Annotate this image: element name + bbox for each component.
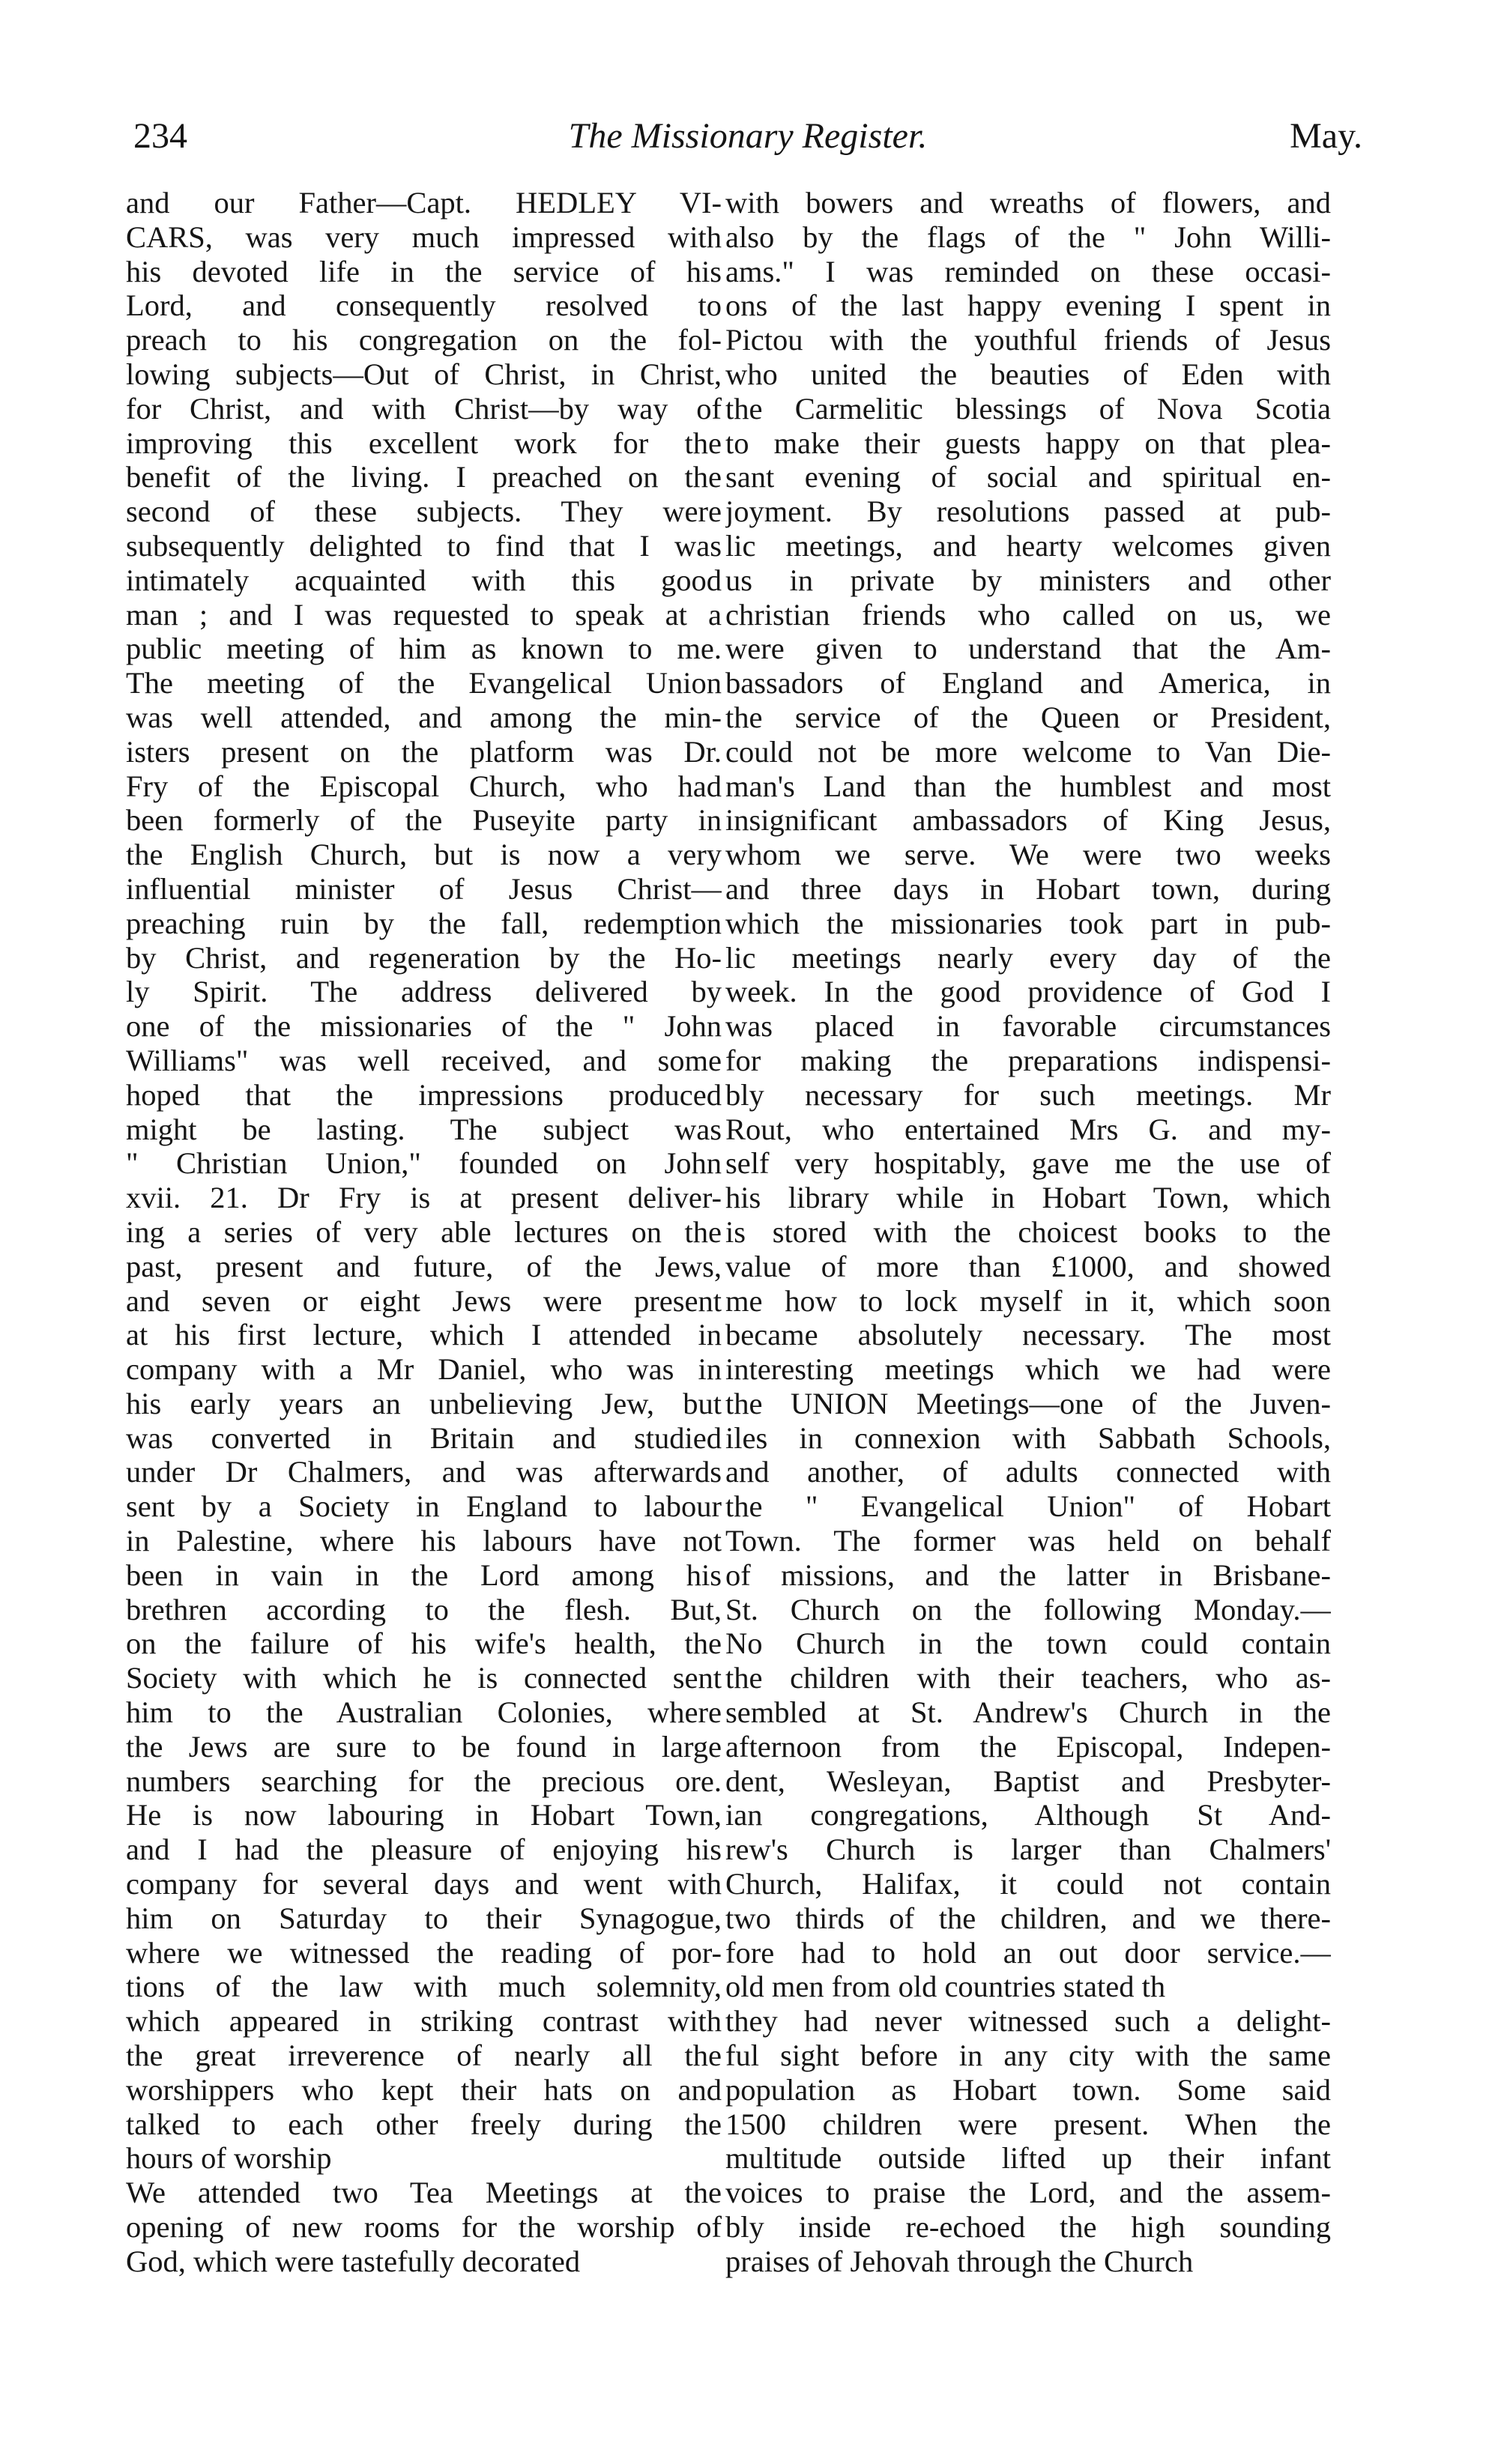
text-line: God, which were tastefully decorated	[126, 2244, 581, 2278]
text-line: isters present on the platform was Dr.	[126, 734, 722, 769]
text-line: ly Spirit. The address delivered by	[126, 975, 722, 1009]
right-column	[725, 186, 1331, 2279]
text-line: the great irreverence of nearly all the	[126, 2038, 722, 2073]
text-line: became absolutely necessary. The most	[725, 1318, 1331, 1352]
text-line: to make their guests happy on that plea-	[725, 426, 1331, 460]
text-line: been formerly of the Puseyite party in	[126, 803, 722, 838]
text-line: us in private by ministers and other	[725, 563, 1331, 597]
text-line: with bowers and wreaths of flowers, and	[725, 186, 1331, 220]
text-line: was converted in Britain and studied	[126, 1420, 722, 1455]
text-line: " Christian Union," founded on John	[126, 1146, 722, 1181]
text-line: and our Father—Capt. HEDLEY VI-	[126, 186, 722, 220]
text-line: ons of the last happy evening I spent in	[725, 288, 1331, 323]
text-line: been in vain in the Lord among his	[126, 1558, 722, 1592]
page-number: 234	[133, 116, 187, 156]
left-column	[126, 186, 722, 2279]
text-line: of missions, and the latter in Brisbane-	[725, 1558, 1331, 1592]
text-line: man's Land than the humblest and most	[725, 769, 1331, 803]
text-line: on the failure of his wife's health, the	[126, 1626, 722, 1661]
text-line: self very hospitably, gave me the use of	[725, 1146, 1331, 1181]
text-line: lic meetings nearly every day of the	[725, 940, 1331, 975]
text-line: CARS, was very much impressed with	[126, 220, 722, 254]
text-line: could not be more welcome to Van Die-	[725, 734, 1331, 769]
text-line: ams." I was reminded on these occasi-	[725, 254, 1331, 288]
text-line: 1500 children were present. When the	[725, 2107, 1331, 2141]
text-line: Pictou with the youthful friends of Jesus	[725, 323, 1331, 357]
text-line: by Christ, and regeneration by the Ho-	[126, 940, 722, 975]
text-line: rew's Church is larger than Chalmers'	[725, 1832, 1331, 1867]
text-line: afternoon from the Episcopal, Indepen-	[725, 1729, 1331, 1764]
text-line: which appeared in striking contrast with	[126, 2004, 722, 2038]
text-line: bassadors of England and America, in	[725, 666, 1331, 700]
text-line: public meeting of him as known to me.	[126, 632, 722, 666]
text-line: ian congregations, Although St And-	[725, 1798, 1331, 1832]
text-line: tions of the law with much solemnity,	[126, 1970, 722, 2004]
text-line: iles in connexion with Sabbath Schools,	[725, 1420, 1331, 1455]
text-line: and seven or eight Jews were present	[126, 1283, 722, 1318]
text-line: Lord, and consequently resolved to	[126, 288, 722, 323]
text-line: Society with which he is connected sent	[126, 1661, 722, 1695]
text-line: under Dr Chalmers, and was afterwards	[126, 1455, 722, 1489]
text-line: were given to understand that the Am-	[725, 632, 1331, 666]
text-line: company with a Mr Daniel, who was in	[126, 1352, 722, 1387]
text-line: Fry of the Episcopal Church, who had	[126, 769, 722, 803]
text-line: ful sight before in any city with the same	[725, 2038, 1331, 2073]
text-line: interesting meetings which we had were	[725, 1352, 1331, 1387]
text-line: might be lasting. The subject was	[126, 1112, 722, 1146]
text-line: The meeting of the Evangelical Union	[126, 666, 722, 700]
text-line: He is now labouring in Hobart Town,	[126, 1798, 722, 1832]
page-header	[133, 112, 1362, 160]
text-line: Town. The former was held on behalf	[725, 1524, 1331, 1558]
text-line: lic meetings, and hearty welcomes given	[725, 528, 1331, 563]
text-line: sent by a Society in England to labour	[126, 1489, 722, 1524]
text-line: brethren according to the flesh. But,	[126, 1592, 722, 1626]
text-line: was well attended, and among the min-	[126, 700, 722, 734]
text-line: population as Hobart town. Some said	[725, 2072, 1331, 2107]
text-line: benefit of the living. I preached on the	[126, 460, 722, 494]
text-line: intimately acquainted with this good	[126, 563, 722, 597]
text-line: the " Evangelical Union" of Hobart	[725, 1489, 1331, 1524]
text-line: me how to lock myself in it, which soon	[725, 1283, 1331, 1318]
text-line: voices to praise the Lord, and the assem-	[725, 2176, 1331, 2210]
text-line: also by the flags of the " John Willi-	[725, 220, 1331, 254]
text-line: his library while in Hobart Town, which	[725, 1181, 1331, 1215]
text-line: preaching ruin by the fall, redemption	[126, 906, 722, 940]
text-line: the UNION Meetings—one of the Juven-	[725, 1386, 1331, 1420]
text-line: one of the missionaries of the " John	[126, 1009, 722, 1044]
text-line: christian friends who called on us, we	[725, 597, 1331, 632]
text-line: Rout, who entertained Mrs G. and my-	[725, 1112, 1331, 1146]
text-line: lowing subjects—Out of Christ, in Christ,	[126, 357, 722, 391]
text-line: man ; and I was requested to speak at a	[126, 597, 722, 632]
text-line: in Palestine, where his labours have not	[126, 1524, 722, 1558]
text-line: was placed in favorable circumstances	[725, 1009, 1331, 1044]
text-line: week. In the good providence of God I	[725, 975, 1331, 1009]
text-line: the English Church, but is now a very	[126, 838, 722, 872]
text-line: Church, Halifax, it could not contain	[725, 1867, 1331, 1901]
running-title: The Missionary Register.	[568, 116, 928, 156]
text-line: his early years an unbelieving Jew, but	[126, 1386, 722, 1420]
text-line: praises of Jehovah through the Church	[725, 2244, 1194, 2278]
text-line: who united the beauties of Eden with	[725, 357, 1331, 391]
text-line: the service of the Queen or President,	[725, 700, 1331, 734]
text-line: the children with their teachers, who as-	[725, 1661, 1331, 1695]
text-line: worshippers who kept their hats on and	[126, 2072, 722, 2107]
text-line: No Church in the town could contain	[725, 1626, 1331, 1661]
text-line: numbers searching for the precious ore.	[126, 1764, 722, 1798]
text-line: where we witnessed the reading of por-	[126, 1935, 722, 1970]
text-line: the Jews are sure to be found in large	[126, 1729, 722, 1764]
text-line: value of more than £1000, and showed	[725, 1249, 1331, 1283]
text-line: opening of new rooms for the worship of	[126, 2210, 722, 2244]
text-line: second of these subjects. They were	[126, 494, 722, 529]
text-line: him to the Australian Colonies, where	[126, 1695, 722, 1730]
text-line: past, present and future, of the Jews,	[126, 1249, 722, 1283]
text-line: which the missionaries took part in pub-	[725, 906, 1331, 940]
text-line: sant evening of social and spiritual en-	[725, 460, 1331, 494]
text-line: hoped that the impressions produced	[126, 1077, 722, 1112]
text-line: hours of worship	[126, 2141, 332, 2176]
text-line: two thirds of the children, and we there-	[725, 1901, 1331, 1935]
text-line: dent, Wesleyan, Baptist and Presbyter-	[725, 1764, 1331, 1798]
text-line: insignificant ambassadors of King Jesus,	[725, 803, 1331, 838]
text-line: Williams" was well received, and some	[126, 1043, 722, 1077]
text-line: ing a series of very able lectures on the	[126, 1214, 722, 1249]
text-line: St. Church on the following Monday.—	[725, 1592, 1331, 1626]
text-line: they had never witnessed such a delight-	[725, 2004, 1331, 2038]
text-line: old men from old countries stated th	[725, 1970, 1166, 2004]
text-line: the Carmelitic blessings of Nova Scotia	[725, 391, 1331, 426]
text-line: talked to each other freely during the	[126, 2107, 722, 2141]
text-line: company for several days and went with	[126, 1867, 722, 1901]
text-line: his devoted life in the service of his	[126, 254, 722, 288]
text-line: for Christ, and with Christ—by way of	[126, 391, 722, 426]
text-line: for making the preparations indispensi-	[725, 1043, 1331, 1077]
text-line: improving this excellent work for the	[126, 426, 722, 460]
text-line: is stored with the choicest books to the	[725, 1214, 1331, 1249]
text-line: sembled at St. Andrew's Church in the	[725, 1695, 1331, 1730]
text-line: whom we serve. We were two weeks	[725, 838, 1331, 872]
text-line: multitude outside lifted up their infant	[725, 2141, 1331, 2176]
header-month: May.	[1290, 116, 1362, 156]
text-line: and I had the pleasure of enjoying his	[126, 1832, 722, 1867]
text-line: bly inside re-echoed the high sounding	[725, 2210, 1331, 2244]
text-line: joyment. By resolutions passed at pub-	[725, 494, 1331, 529]
text-line: We attended two Tea Meetings at the	[126, 2176, 722, 2210]
text-line: fore had to hold an out door service.—	[725, 1935, 1331, 1970]
text-line: xvii. 21. Dr Fry is at present deliver-	[126, 1181, 722, 1215]
text-line: and another, of adults connected with	[725, 1455, 1331, 1489]
text-line: him on Saturday to their Synagogue,	[126, 1901, 722, 1935]
text-line: bly necessary for such meetings. Mr	[725, 1077, 1331, 1112]
text-line: influential minister of Jesus Christ—	[126, 871, 722, 906]
text-line: preach to his congregation on the fol-	[126, 323, 722, 357]
text-line: and three days in Hobart town, during	[725, 871, 1331, 906]
text-line: at his first lecture, which I attended in	[126, 1318, 722, 1352]
text-line: subsequently delighted to find that I was	[126, 528, 722, 563]
